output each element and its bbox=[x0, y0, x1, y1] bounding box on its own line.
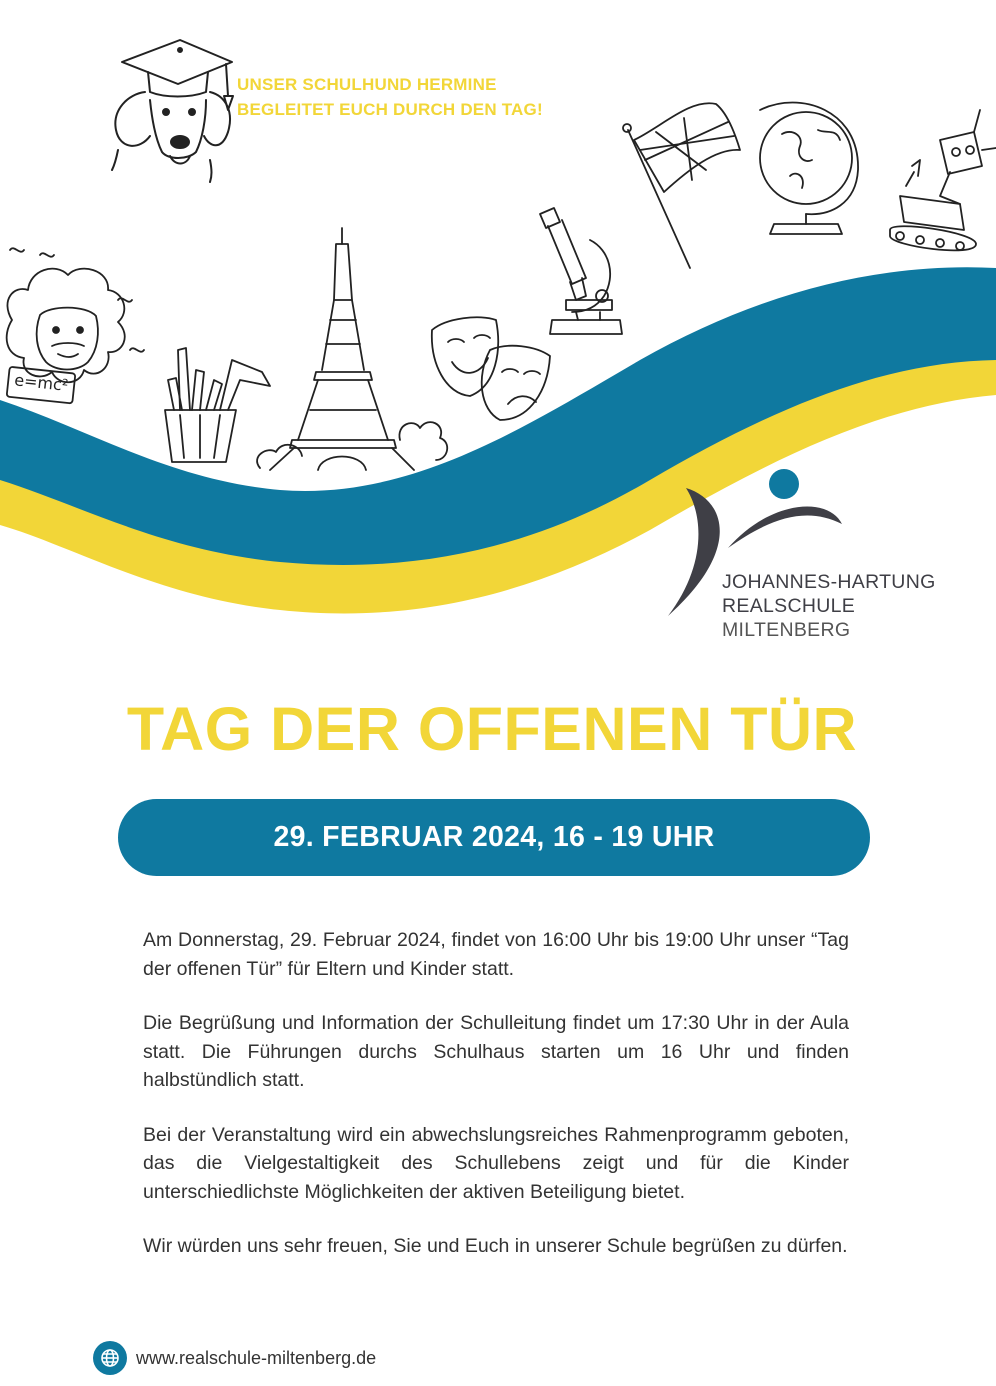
date-banner-text: 29. FEBRUAR 2024, 16 - 19 UHR bbox=[273, 821, 715, 853]
eiffel-tower-icon bbox=[257, 228, 447, 470]
school-name-line1: JOHANNES-HARTUNG bbox=[722, 571, 936, 593]
date-banner bbox=[118, 799, 870, 876]
school-name-line3: MILTENBERG bbox=[722, 619, 851, 641]
uk-flag-icon bbox=[623, 103, 740, 268]
robot-icon bbox=[890, 110, 996, 250]
dog-caption-line1: UNSER SCHULHUND HERMINE bbox=[237, 75, 497, 94]
einstein-formula: e=mc² bbox=[13, 370, 70, 395]
body-text bbox=[143, 926, 849, 1287]
school-name bbox=[722, 570, 936, 642]
school-name-line2: REALSCHULE bbox=[722, 595, 856, 617]
dog-caption bbox=[237, 72, 543, 122]
website-link[interactable]: www.realschule-miltenberg.de bbox=[136, 1347, 377, 1368]
globe-icon bbox=[760, 103, 858, 235]
dog-graduation-icon bbox=[112, 40, 233, 182]
paragraph-3: Bei der Veranstaltung wird ein abwechslungsreiches Rahmenprogramm geboten, das die Vielgestaltigkeit des Schullebens zeigt und für die Kinder unterschiedlichste Möglichkeiten der aktiven Beteiligung bietet. bbox=[143, 1123, 849, 1203]
paragraph-4: Wir würden uns sehr freuen, Sie und Euch in unserer Schule begrüßen zu dürfen. bbox=[143, 1235, 848, 1257]
page-title: TAG DER OFFENEN TÜR bbox=[126, 695, 858, 763]
theater-masks-icon bbox=[432, 317, 550, 420]
paragraph-1: Am Donnerstag, 29. Februar 2024, findet von 16:00 Uhr bis 19:00 Uhr unser “Tag der offenen Tür” für Eltern und Kinder statt. bbox=[143, 929, 849, 980]
globe-icon[interactable] bbox=[93, 1341, 127, 1375]
paragraph-2: Die Begrüßung und Information der Schulleitung findet um 17:30 Uhr in der Aula statt. Die Führungen durchs Schulhaus starten um 16 Uhr und finden halbstündlich statt. bbox=[143, 1012, 849, 1091]
microscope-icon bbox=[540, 208, 622, 334]
footer bbox=[93, 1341, 376, 1375]
dog-caption-line2: BEGLEITET EUCH DURCH DEN TAG! bbox=[237, 100, 543, 119]
pencil-cup-icon bbox=[165, 348, 270, 462]
